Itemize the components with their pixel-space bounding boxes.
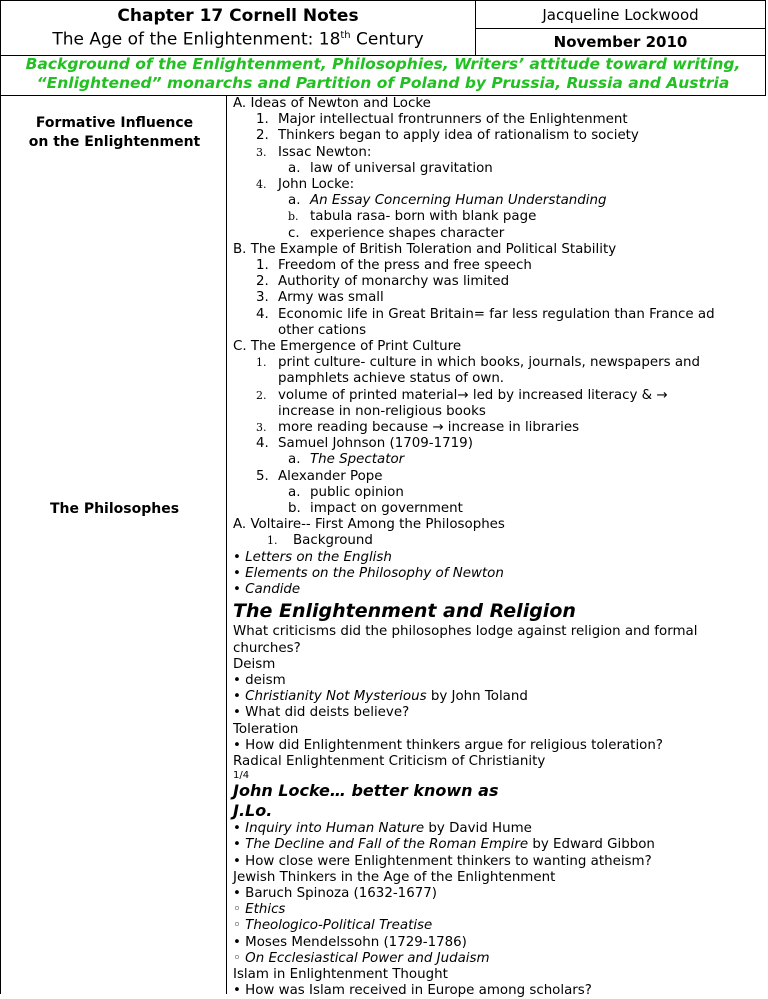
note-date: November 2010 xyxy=(476,29,766,56)
note-item: 1. print culture- culture in which books, journals, newspapers and xyxy=(256,355,701,371)
banner-line-1: Background of the Enlightenment, Philosophies, Writers’ attitude toward writing, xyxy=(25,55,741,73)
note-item: 1. Freedom of the press and free speech xyxy=(256,258,532,274)
note-subitem: b. tabula rasa- born with blank page xyxy=(288,209,537,225)
toleration-question: • How did Enlightenment thinkers argue for religious toleration? xyxy=(233,737,663,753)
note-item: 4. Economic life in Great Britain= far less regulation than France ad xyxy=(256,306,715,322)
note-item-continuation: increase in non-religious books xyxy=(278,403,486,419)
note-subitem: a. The Spectator xyxy=(288,452,405,468)
bullet-candide: • Candide xyxy=(233,582,301,598)
note-item: 3. Army was small xyxy=(256,290,384,306)
deism-bullet: • deism xyxy=(233,672,286,688)
ecclesiastical-subbullet: ◦ On Ecclesiastical Power and Judaism xyxy=(233,950,490,966)
note-item: 5. Alexander Pope xyxy=(256,468,383,484)
cue-philosophes: The Philosophes xyxy=(49,501,180,517)
atheism-question: • How close were Enlightenment thinkers to wanting atheism? xyxy=(233,853,652,869)
toleration-label: Toleration xyxy=(233,721,299,737)
note-item: 1. Background xyxy=(267,533,373,549)
chapter-subtitle xyxy=(1,26,475,50)
deists-question: • What did deists believe? xyxy=(233,705,410,721)
note-subitem: a. An Essay Concerning Human Understanding xyxy=(288,193,607,209)
voltaire-heading: A. Voltaire-- First Among the Philosophes xyxy=(233,517,505,533)
criticisms-question-1: What criticisms did the philosophes lodge against religion and formal xyxy=(233,624,698,640)
spinoza-bullet: • Baruch Spinoza (1632-1677) xyxy=(233,885,437,901)
note-item: 1. Major intellectual frontrunners of the Enlightenment xyxy=(256,112,628,128)
section-a-heading: A. Ideas of Newton and Locke xyxy=(233,96,431,111)
note-item: 4. Samuel Johnson (1709-1719) xyxy=(256,436,473,452)
title-cell xyxy=(1,1,476,56)
note-item: 2. Authority of monarchy was limited xyxy=(256,274,510,290)
ethics-subbullet: ◦ Ethics xyxy=(233,902,286,918)
author-name: Jacqueline Lockwood xyxy=(476,1,766,29)
note-item: 2. volume of printed material→ led by increased literacy & → xyxy=(256,387,668,403)
deism-label: Deism xyxy=(233,656,276,672)
notes-column xyxy=(233,96,763,999)
note-item-continuation: pamphlets achieve status of own. xyxy=(278,371,505,387)
gibbon-bullet: • The Decline and Fall of the Roman Empire by Edward Gibbon xyxy=(233,837,655,853)
criticisms-question-2: churches? xyxy=(233,640,301,656)
islam-heading: Islam in Enlightenment Thought xyxy=(233,966,448,982)
cue-formative-line-1: Formative Influence xyxy=(35,115,194,131)
religion-heading: The Enlightenment and Religion xyxy=(233,600,576,623)
note-subitem: b. impact on government xyxy=(288,501,463,517)
note-item-continuation: other cations xyxy=(278,322,367,338)
note-subitem: a. public opinion xyxy=(288,484,404,500)
subtitle-sup: th xyxy=(340,29,351,41)
islam-question: • How was Islam received in Europe among scholars? xyxy=(233,983,592,999)
subtitle-main: The Age of the Enlightenment: 18 xyxy=(52,29,341,50)
page-marker: 1/4 xyxy=(233,770,250,782)
note-item: 2. Thinkers began to apply idea of rationalism to society xyxy=(256,128,639,144)
section-c-heading: C. The Emergence of Print Culture xyxy=(233,339,462,355)
bullet-elements: • Elements on the Philosophy of Newton xyxy=(233,565,504,581)
header-table xyxy=(0,0,766,56)
note-subitem: a. law of universal gravitation xyxy=(288,160,493,176)
note-item: 3. more reading because → increase in libraries xyxy=(256,420,580,436)
jlo-heading-2: J.Lo. xyxy=(233,801,273,821)
topic-banner xyxy=(0,55,766,96)
chapter-title: Chapter 17 Cornell Notes xyxy=(117,5,359,26)
hume-bullet: • Inquiry into Human Nature by David Hume xyxy=(233,821,532,837)
theologico-subbullet: ◦ Theologico-Political Treatise xyxy=(233,918,433,934)
subtitle-end: Century xyxy=(350,29,424,50)
jlo-heading-1: John Locke… better known as xyxy=(233,781,499,801)
jewish-thinkers: Jewish Thinkers in the Age of the Enlightenment xyxy=(233,869,556,885)
note-subitem: c. experience shapes character xyxy=(288,225,505,241)
bullet-letters: • Letters on the English xyxy=(233,549,392,565)
cue-formative-influence xyxy=(1,114,228,152)
toland-bullet: • Christianity Not Mysterious by John Toland xyxy=(233,689,528,705)
radical-criticism: Radical Enlightenment Criticism of Christianity xyxy=(233,753,546,769)
banner-line-2: “Enlightened” monarchs and Partition of Poland by Prussia, Russia and Austria xyxy=(36,74,730,92)
note-item: 3. Issac Newton: xyxy=(256,144,372,160)
cue-column xyxy=(0,96,227,994)
mendelssohn-bullet: • Moses Mendelssohn (1729-1786) xyxy=(233,934,467,950)
cue-formative-line-2: on the Enlightenment xyxy=(28,134,201,150)
note-item: 4. John Locke: xyxy=(256,177,355,193)
section-b-heading: B. The Example of British Toleration and Political Stability xyxy=(233,241,617,257)
